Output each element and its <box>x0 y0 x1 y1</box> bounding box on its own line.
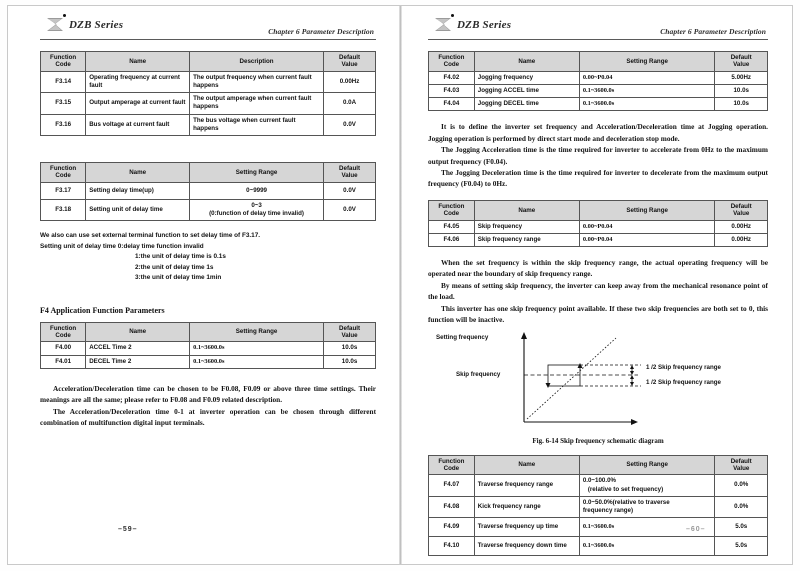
cell-range: 0.1~3600.0s <box>579 98 715 111</box>
cell-range-line2: frequency range) <box>582 506 634 514</box>
th-dv-line2: Value <box>341 332 358 340</box>
th-function-code <box>41 52 86 72</box>
cell-range: 0.1~3600.0s <box>579 537 715 556</box>
paragraph-jogging-3: The Jogging Deceleration time is the time required for inverter to decelerate from the maximum output frequency (F0.04) to 0Hz. <box>428 168 768 189</box>
cell-range: 0.00~P0.04 <box>579 71 715 84</box>
page-number-left: –59– <box>118 526 138 533</box>
th-dv-line1: Default <box>730 202 752 210</box>
cell-default: 0.00Hz <box>324 71 376 92</box>
cell-default: 10.0s <box>715 98 768 111</box>
th-dv-line2: Value <box>733 61 750 69</box>
note-line-5: 3:the unit of delay time 1min <box>135 274 222 282</box>
th-default-value <box>715 200 768 220</box>
th-dv-line1: Default <box>339 54 361 61</box>
paragraph-accel-decel-2: The Acceleration/Deceleration time 0-1 at inverter operation can be chosen through different combination of multifunction digital input terminals. <box>40 406 376 428</box>
th-fc-line1: Function <box>50 165 77 173</box>
cell-code: F4.02 <box>429 71 475 84</box>
cell-code: F4.08 <box>429 496 475 517</box>
dzb-arrow-logo-icon <box>434 17 452 32</box>
cell-code: F3.16 <box>41 114 86 135</box>
table-f4-skip <box>428 200 768 247</box>
right-page <box>402 5 792 565</box>
figure-skip-label: Skip frequency <box>456 370 501 378</box>
table-row <box>429 537 768 556</box>
th-setting-range: Setting Range <box>579 52 715 72</box>
table-f3-fault <box>40 51 376 136</box>
table-row <box>429 233 768 246</box>
chapter-label: Chapter 6 Parameter Description <box>268 27 374 36</box>
cell-range: 0.1~3600.0s <box>579 85 715 98</box>
brand-logo <box>434 17 511 32</box>
th-setting-range: Setting Range <box>190 322 324 342</box>
cell-code: F3.14 <box>41 71 86 92</box>
figure-annotation-upper: 1 /2 Skip frequency range <box>646 363 721 371</box>
cell-name: Setting delay time(up) <box>86 182 190 199</box>
th-default-value <box>715 52 768 72</box>
paragraph-jogging-1: It is to define the inverter set frequency and Acceleration/Deceleration time at Jogging operation. Jogging operation is performed by direct start mode and deceleration stop mode. <box>428 122 768 143</box>
cell-default: 0.0% <box>715 475 768 496</box>
spacer <box>428 445 768 455</box>
brand-logo-text: DZB Series <box>457 19 512 31</box>
th-setting-range: Setting Range <box>579 455 715 475</box>
table-header-row <box>41 322 376 342</box>
logo-dot-icon <box>451 14 454 17</box>
paragraph-skip-3: This inverter has one skip frequency point available. If these two skip frequencies are both set to 0, this function will be inactive. <box>428 303 768 325</box>
th-setting-range: Setting Range <box>190 163 324 183</box>
table-header-row <box>429 52 768 72</box>
th-fc-line1: Function <box>438 202 465 210</box>
cell-default: 0.00Hz <box>715 233 768 246</box>
cell-range: 0~9999 <box>190 182 324 199</box>
th-function-code <box>429 52 475 72</box>
th-fc-line1: Function <box>50 324 77 332</box>
cell-name: Traverse frequency up time <box>474 518 579 537</box>
page-header-left <box>40 17 376 40</box>
th-fc-line1: Function <box>50 54 77 61</box>
th-default-value <box>715 455 768 475</box>
cell-default: 10.0s <box>324 342 376 355</box>
cell-name: ACCEL Time 2 <box>86 342 190 355</box>
figure-annotation-lower: 1 /2 Skip frequency range <box>646 378 721 386</box>
cell-default: 10.0s <box>324 355 376 368</box>
cell-name: Jogging ACCEL time <box>474 85 579 98</box>
cell-code: F3.17 <box>41 182 86 199</box>
table-row <box>41 355 376 368</box>
cell-description: The bus voltage when current fault happens <box>190 114 324 135</box>
spacer <box>40 373 376 383</box>
paragraph-skip-1: When the set frequency is within the skip frequency range, the actual operating frequency will be operated near the boundary of skip frequency range. <box>428 258 768 279</box>
dzb-arrow-logo-icon <box>46 17 64 32</box>
table-f3-delay <box>40 162 376 221</box>
paragraph-accel-decel: Acceleration/Deceleration time can be chosen to be F0.08, F0.09 or above three time settings. Their meanings are all the same; please refer to F0.08 and F0.09 related description. <box>40 383 376 405</box>
cell-default: 0.0V <box>324 199 376 220</box>
th-name: Name <box>474 200 579 220</box>
brand-logo-text: DZB Series <box>69 19 124 31</box>
figure-skip-frequency-diagram <box>428 332 768 436</box>
cell-code: F4.03 <box>429 85 475 98</box>
logo-dot-icon <box>63 14 66 17</box>
th-name: Name <box>86 322 190 342</box>
th-fc-line1: Function <box>438 457 465 465</box>
cell-default: 0.00Hz <box>715 220 768 233</box>
cell-range-line1: 0~3 <box>251 201 262 209</box>
th-name: Name <box>474 52 579 72</box>
table-row <box>429 475 768 496</box>
table-row <box>429 518 768 537</box>
cell-name: Jogging DECEL time <box>474 98 579 111</box>
cell-range: 0.1~3600.0s <box>190 355 324 368</box>
cell-name: Traverse frequency range <box>474 475 579 496</box>
th-name: Name <box>86 163 190 183</box>
page-header-right <box>428 17 768 40</box>
table-f4-jogging <box>428 51 768 111</box>
cell-range: 0.00~P0.04 <box>579 233 715 246</box>
cell-description: The output amperage when current fault happens <box>190 93 324 114</box>
cell-code: F3.15 <box>41 93 86 114</box>
cell-range: 0.1~3600.0s <box>190 342 324 355</box>
spacer <box>40 140 376 162</box>
cell-range-line1: 0.0~50.0%(relative to traverse <box>582 498 670 506</box>
th-function-code <box>429 200 475 220</box>
table-f4-accel <box>40 322 376 369</box>
cell-code: F4.00 <box>41 342 86 355</box>
note-line-2: Setting unit of delay time 0:delay time function invalid <box>40 242 204 250</box>
brand-logo <box>46 17 123 32</box>
table-f4-traverse <box>428 455 768 557</box>
cell-default: 5.0s <box>715 537 768 556</box>
th-dv-line2: Value <box>341 61 358 69</box>
cell-default: 10.0s <box>715 85 768 98</box>
th-fc-line2: Code <box>55 172 71 180</box>
section-heading-f4: F4 Application Function Parameters <box>40 305 165 315</box>
cell-code: F4.09 <box>429 518 475 537</box>
th-fc-line1: Function <box>438 54 465 61</box>
cell-name: Operating frequency at current fault <box>86 71 190 92</box>
table-row <box>429 220 768 233</box>
th-function-code <box>41 322 86 342</box>
note-line-1: We also can use set external terminal function to set delay time of F3.17. <box>40 232 261 240</box>
table-header-row <box>429 200 768 220</box>
figure-graphics <box>428 332 768 436</box>
th-default-value <box>324 52 376 72</box>
th-fc-line2: Code <box>443 61 460 69</box>
th-dv-line1: Default <box>730 457 752 465</box>
th-dv-line1: Default <box>730 54 752 61</box>
cell-name: Skip frequency range <box>474 233 579 246</box>
left-page <box>8 5 398 565</box>
spacer <box>40 284 376 306</box>
table-row <box>41 114 376 135</box>
cell-default: 5.00Hz <box>715 71 768 84</box>
cell-range: 0.00~P0.04 <box>579 220 715 233</box>
cell-default: 5.0s <box>715 518 768 537</box>
th-fc-line2: Code <box>55 332 71 340</box>
th-fc-line2: Code <box>443 210 460 218</box>
th-dv-line2: Value <box>341 172 358 180</box>
table-row <box>41 199 376 220</box>
cell-code: F4.05 <box>429 220 475 233</box>
cell-range: 0.1~3600.0s <box>579 518 715 537</box>
th-dv-line1: Default <box>339 324 361 332</box>
th-setting-range: Setting Range <box>579 200 715 220</box>
cell-name: Skip frequency <box>474 220 579 233</box>
cell-range <box>190 199 324 220</box>
table-header-row <box>41 52 376 72</box>
th-name: Name <box>474 455 579 475</box>
th-default-value <box>324 322 376 342</box>
th-description: Description <box>190 52 324 72</box>
cell-code: F4.04 <box>429 98 475 111</box>
cell-name: Kick frequency range <box>474 496 579 517</box>
table-header-row <box>41 163 376 183</box>
note-line-4: 2:the unit of delay time 1s <box>135 263 214 271</box>
cell-default: 0.0V <box>324 114 376 135</box>
table-row <box>41 182 376 199</box>
th-function-code <box>41 163 86 183</box>
cell-range-line1: 0.0~100.0% <box>582 477 617 485</box>
table-row <box>41 71 376 92</box>
th-dv-line2: Value <box>733 210 750 218</box>
th-name: Name <box>86 52 190 72</box>
cell-code: F4.07 <box>429 475 475 496</box>
cell-code: F4.06 <box>429 233 475 246</box>
cell-name: Traverse frequency down time <box>474 537 579 556</box>
cell-name: Bus voltage at current fault <box>86 114 190 135</box>
page-number-right: –60– <box>686 526 706 533</box>
th-dv-line1: Default <box>339 165 361 173</box>
th-default-value <box>324 163 376 183</box>
table-header-row <box>429 455 768 475</box>
figure-y-axis-label: Setting frequency <box>436 333 489 341</box>
table-row <box>429 496 768 517</box>
cell-default: 0.0A <box>324 93 376 114</box>
th-fc-line2: Code <box>55 61 71 69</box>
table-row <box>429 98 768 111</box>
cell-range <box>579 475 715 496</box>
cell-name: Setting unit of delay time <box>86 199 190 220</box>
cell-name: DECEL Time 2 <box>86 355 190 368</box>
cell-range-line2: (relative to set frequency) <box>587 485 664 493</box>
figure-caption: Fig. 6-14 Skip frequency schematic diagram <box>532 436 664 445</box>
cell-default: 0.0% <box>715 496 768 517</box>
spacer <box>428 190 768 200</box>
table-row <box>41 342 376 355</box>
table-row <box>429 85 768 98</box>
chapter-label: Chapter 6 Parameter Description <box>660 27 766 36</box>
cell-range-line2: (0:function of delay time invalid) <box>209 210 304 218</box>
cell-range <box>579 496 715 517</box>
note-line-3: 1:the unit of delay time is 0.1s <box>135 253 226 261</box>
th-fc-line2: Code <box>443 464 460 472</box>
cell-code: F3.18 <box>41 199 86 220</box>
th-dv-line2: Value <box>733 464 750 472</box>
cell-name: Jogging frequency <box>474 71 579 84</box>
cell-code: F4.10 <box>429 537 475 556</box>
th-function-code <box>429 455 475 475</box>
cell-default: 0.0V <box>324 182 376 199</box>
table-row <box>41 93 376 114</box>
cell-name: Output amperage at current fault <box>86 93 190 114</box>
paragraph-skip-2: By means of setting skip frequency, the inverter can keep away from the mechanical resonance point of the load. <box>428 280 768 302</box>
cell-description: The output frequency when current fault happens <box>190 71 324 92</box>
cell-code: F4.01 <box>41 355 86 368</box>
table-row <box>429 71 768 84</box>
paragraph-jogging-2: The Jogging Acceleration time is the time required for inverter to accelerate from 0Hz to the maximum output frequency (F0.04). <box>428 145 768 166</box>
